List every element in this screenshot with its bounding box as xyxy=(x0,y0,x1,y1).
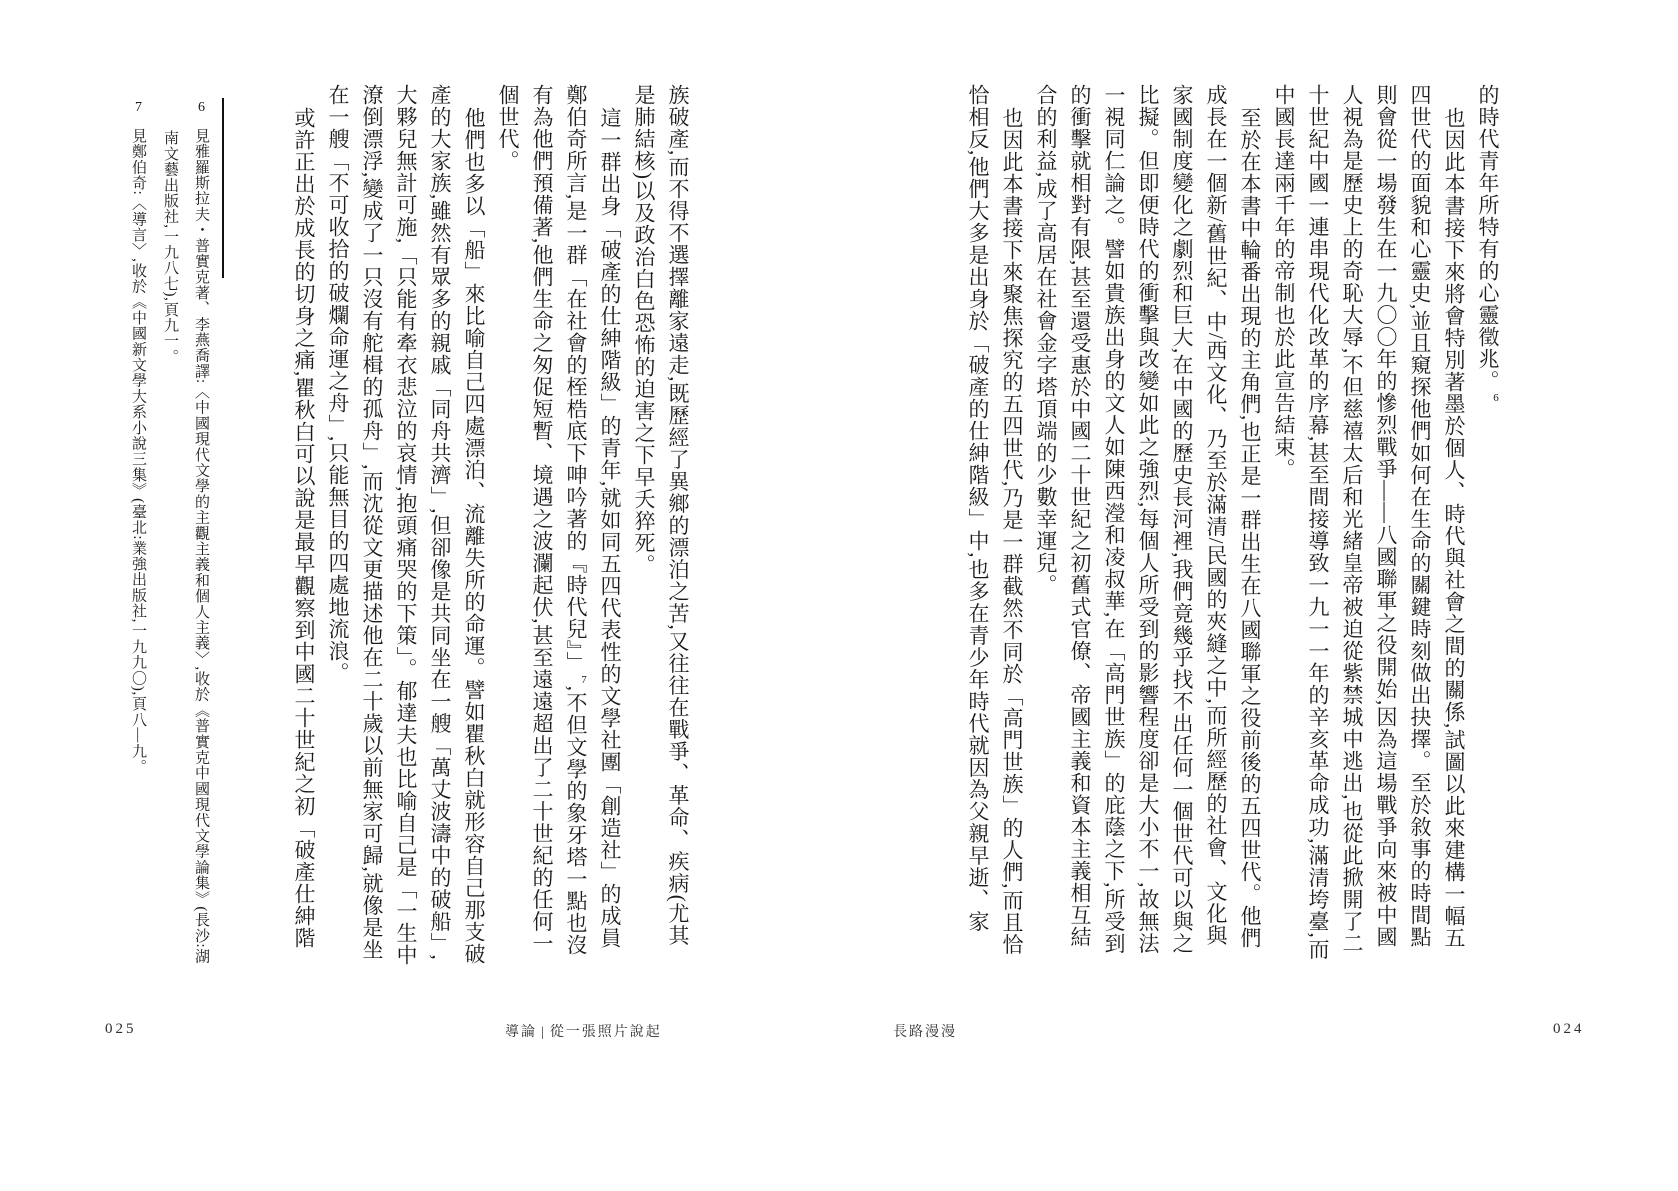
footnote-text: 見雅羅斯拉夫・普實克著、李燕喬譯:〈中國現代文學的主觀主義和個人主義〉,收於《普實克中國現代文學論集》(長沙:湖南文藝出版社,一九八七),頁九一。 xyxy=(162,127,209,964)
paragraph: 族破產,而不得不選擇離家遠走,既歷經了異鄉的漂泊之苦,又往往在戰爭、革命、疾病(尤其是肺結核)以及政治白色恐怖的迫害之下早夭猝死。 xyxy=(632,84,690,947)
footnote-number: 6 xyxy=(194,100,209,116)
paragraph: 他們也多以「船」來比喻自己四處漂泊、流離失所的命運。譬如瞿秋白就形容自己那支破產的大家族,雖然有眾多的親戚「同舟共濟」,但卻像是共同坐在一艘「萬丈波濤中的破船」,大夥兒無計可施,「只能有牽衣悲泣的哀情,抱頭痛哭的下策」。郁達夫也比喻自己是「一生中潦倒漂浮,變成了一只沒有舵楫的孤舟」,而沈從文更描述他在二十歲以前無家可歸,就像是坐在一艘「不可收拾的破爛命運之舟」,只能無目的四處地流浪。 xyxy=(326,84,486,966)
paragraph: 也因此本書接下來將會特別著墨於個人、時代與社會之間的關係,試圖以此來建構一幅五四世代的面貌和心靈史,並且窺探他們如何在生命的關鍵時刻做出抉擇。至於敘事的時間點則會從一場發生在一九〇〇年的慘烈戰爭——八國聯軍之役開始,因為這場戰爭向來被中國人視為是歷史上的奇恥大辱,不但慈禧太后和光緒皇帝被迫從紫禁城中逃出,也從此掀開了二十世紀中國一連串現代化改革的序幕,甚至間接導致一九一一年的辛亥革命成功,滿清垮臺,而中國長達兩千年的帝制也於此宣告結束。 xyxy=(1272,84,1466,961)
footnote-reference: 7 xyxy=(578,673,590,686)
footnote-text: 見鄭伯奇:〈導言〉,收於《中國新文學大系小說三集》(臺北:業強出版社,一九九〇),頁八—九。 xyxy=(130,127,146,775)
footnote-number: 7 xyxy=(131,100,146,116)
footnotes-block xyxy=(122,100,217,966)
paragraph: 的時代青年所特有的心靈徵兆。$^6$ xyxy=(1476,84,1502,404)
paragraph: 或許正出於成長的切身之痛,瞿秋白可以說是最早觀察到中國二十世紀之初「破產仕紳階 xyxy=(292,107,316,950)
page-number-025: 025 xyxy=(105,1021,137,1037)
footnote-7 xyxy=(122,100,154,966)
page-number-024: 024 xyxy=(1553,1021,1585,1037)
footnote-separator-line xyxy=(222,98,224,278)
paragraph: 至於在本書中輪番出現的主角們,也正是一群出生在八國聯軍之役前後的五四世代。他們成長在一個新/舊世紀、中/西文化、乃至於滿清/民國的夾縫之中,而所經歷的社會、文化與家國制度變化之劇烈和巨大,在中國的歷史長河裡,我們竟幾乎找不出任何一個世代可以與之比擬。但即便時代的衝擊與改變如此之強烈,每個人所受到的影響程度卻是大小不一,故無法一視同仁論之。譬如貴族出身的文人如陳西瀅和凌叔華,在「高門世族」的庇蔭之下,所受到的衝擊就相對有限,甚至還受惠於中國二十世紀之初舊式官僚、帝國主義和資本主義相互結合的利益,成了高居在社會金字塔頂端的少數幸運兒。 xyxy=(1034,84,1262,955)
running-head-section-title: 從一張照片說起 xyxy=(549,1025,662,1040)
paragraph: 這一群出身「破產的仕紳階級」的青年,就如同五四代表性的文學社團「創造社」的成員鄭伯奇所言,是一群「在社會的桎梏底下呻吟著的『時代兒』」$^7$,不但文學的象牙塔一點也沒有為他們預備著,他們生命之匆促短暫、境遇之波瀾起伏,甚至遠遠超出了二十世紀的任何一個世代。 xyxy=(496,84,622,956)
running-head-book-title: 長路漫漫 xyxy=(893,1025,957,1040)
page-024 xyxy=(839,0,1678,1191)
running-head-chapter-title: 導論 xyxy=(505,1025,537,1040)
running-head-separator: | xyxy=(541,1025,546,1040)
running-head-chapter xyxy=(505,1021,662,1041)
page-024-body-text xyxy=(961,84,1505,968)
page-025-body-text xyxy=(287,84,695,968)
footnote-reference: 6 xyxy=(1490,392,1502,404)
footnote-6 xyxy=(154,100,217,966)
paragraph: 也因此本書接下來聚焦探究的五四世代,乃是一群截然不同於「高門世族」的人們,而且恰恰相反,他們大多是出身於「破產的仕紳階級」中,也多在青少年時代就因為父親早逝、家 xyxy=(966,84,1024,956)
